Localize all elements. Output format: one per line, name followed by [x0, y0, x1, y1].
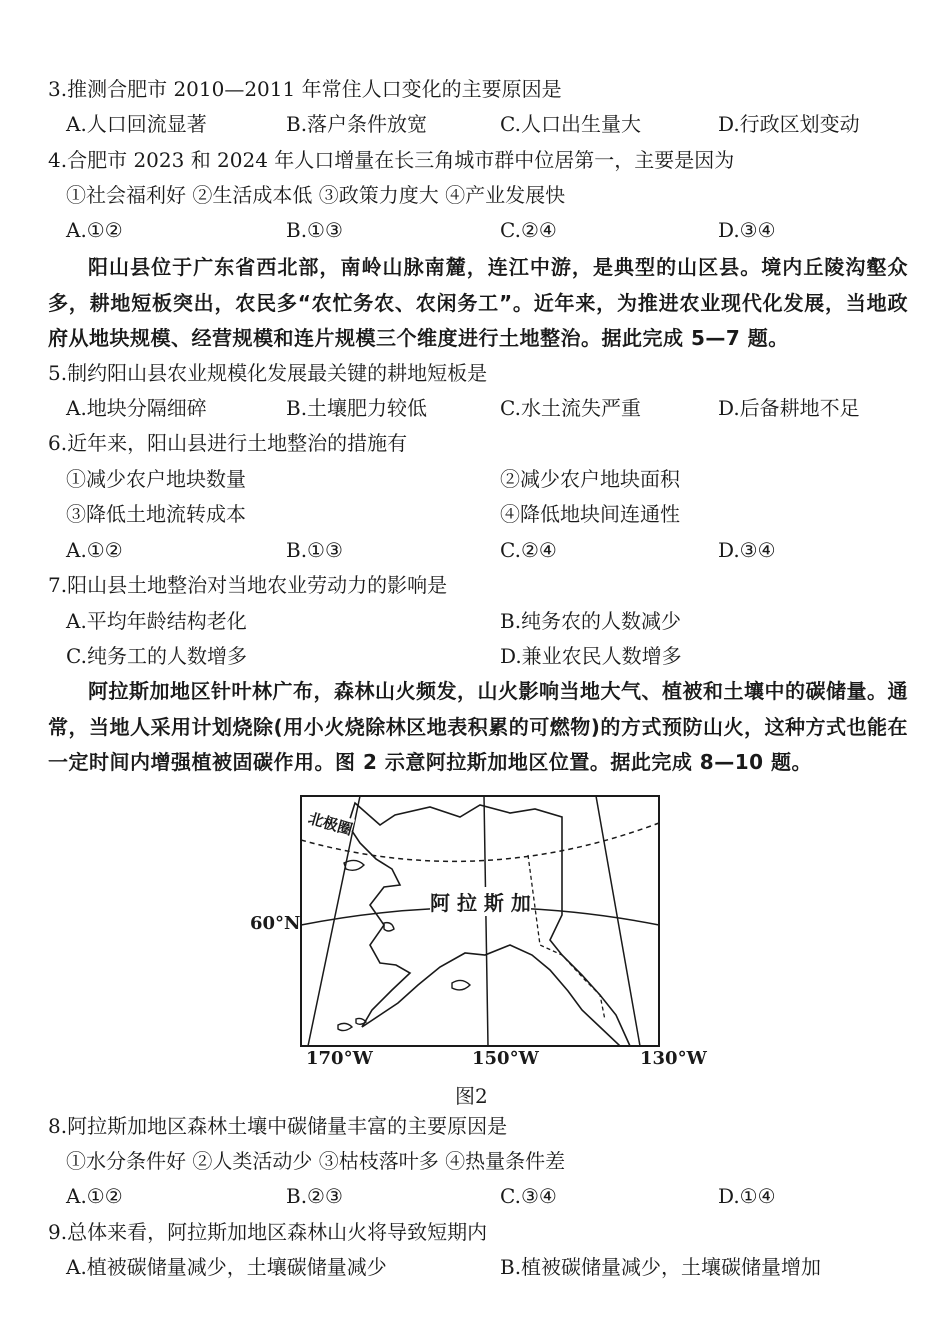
q5-option-a: A.地块分隔细碎	[66, 396, 207, 420]
arctic-circle-label: 北极圈	[306, 809, 355, 839]
lon-130w-label: 130°W	[640, 1048, 707, 1069]
q9-option-a: A.植被碳储量减少，土壤碳储量减少	[66, 1255, 387, 1279]
q3-option-b: B.落户条件放宽	[286, 112, 428, 136]
q8-option-c: C.③④	[500, 1184, 557, 1208]
q3-option-c: C.人口出生量大	[500, 112, 641, 136]
q5-stem: 5.制约阳山县农业规模化发展最关键的耕地短板是	[48, 361, 488, 385]
q6-item-4: ④降低地块间连通性	[500, 502, 680, 526]
lon-150w-label: 150°W	[472, 1048, 539, 1069]
alaska-map	[300, 795, 660, 1047]
q7-option-d: D.兼业农民人数增多	[500, 644, 682, 668]
q6-option-d: D.③④	[718, 538, 776, 562]
figure-caption: 图2	[455, 1084, 488, 1108]
q8-stem: 8.阿拉斯加地区森林土壤中碳储量丰富的主要原因是	[48, 1114, 508, 1138]
q7-option-b: B.纯务农的人数减少	[500, 609, 682, 633]
q7-option-a: A.平均年龄结构老化	[66, 609, 247, 633]
q8-items: ①水分条件好 ②人类活动少 ③枯枝落叶多 ④热量条件差	[66, 1149, 566, 1173]
q8-option-a: A.①②	[66, 1184, 123, 1208]
q5-option-b: B.土壤肥力较低	[286, 396, 428, 420]
lon-170w-label: 170°W	[306, 1048, 373, 1069]
q3-option-d: D.行政区划变动	[718, 112, 860, 136]
map-frame	[301, 796, 659, 1046]
q4-items: ①社会福利好 ②生活成本低 ③政策力度大 ④产业发展快	[66, 183, 566, 207]
q6-option-b: B.①③	[286, 538, 343, 562]
q6-item-2: ②减少农户地块面积	[500, 467, 680, 491]
q3-stem: 3.推测合肥市 2010—2011 年常住人口变化的主要原因是	[48, 77, 562, 101]
q5-option-c: C.水土流失严重	[500, 396, 641, 420]
q6-item-1: ①减少农户地块数量	[66, 467, 246, 491]
q7-stem: 7.阳山县土地整治对当地农业劳动力的影响是	[48, 573, 448, 597]
q4-option-a: A.①②	[66, 218, 123, 242]
alaska-map-svg	[300, 795, 660, 1047]
passage-yangshan: 阳山县位于广东省西北部，南岭山脉南麓，连江中游，是典型的山区县。境内丘陵沟壑众多，耕地短板突出，农民多“农忙务农、农闲务工”。近年来，为推进农业现代化发展，当地政府从地块规模、经营规模和连片规模三个维度进行土地整治。据此完成 5—7 题。	[48, 255, 908, 350]
q8-option-d: D.①④	[718, 1184, 776, 1208]
q3-option-a: A.人口回流显著	[66, 112, 207, 136]
q6-stem: 6.近年来，阳山县进行土地整治的措施有	[48, 431, 408, 455]
alaska-label: 阿 拉 斯 加	[430, 887, 531, 916]
q6-item-3: ③降低土地流转成本	[66, 502, 246, 526]
q4-option-d: D.③④	[718, 218, 776, 242]
q4-option-c: C.②④	[500, 218, 557, 242]
q9-stem: 9.总体来看，阿拉斯加地区森林山火将导致短期内	[48, 1220, 488, 1244]
lat-60n-label: 60°N	[250, 913, 301, 934]
passage-alaska: 阿拉斯加地区针叶林广布，森林山火频发，山火影响当地大气、植被和土壤中的碳储量。通常，当地人采用计划烧除(用小火烧除林区地表积累的可燃物)的方式预防山火，这种方式也能在一定时间内增强植被固碳作用。图 2 示意阿拉斯加地区位置。据此完成 8—10 题。	[48, 679, 908, 774]
q4-stem: 4.合肥市 2023 和 2024 年人口增量在长三角城市群中位居第一，主要是因为	[48, 148, 735, 172]
q4-option-b: B.①③	[286, 218, 343, 242]
q7-option-c: C.纯务工的人数增多	[66, 644, 247, 668]
q8-option-b: B.②③	[286, 1184, 343, 1208]
q9-option-b: B.植被碳储量减少，土壤碳储量增加	[500, 1255, 822, 1279]
q6-option-c: C.②④	[500, 538, 557, 562]
q5-option-d: D.后备耕地不足	[718, 396, 860, 420]
q6-option-a: A.①②	[66, 538, 123, 562]
